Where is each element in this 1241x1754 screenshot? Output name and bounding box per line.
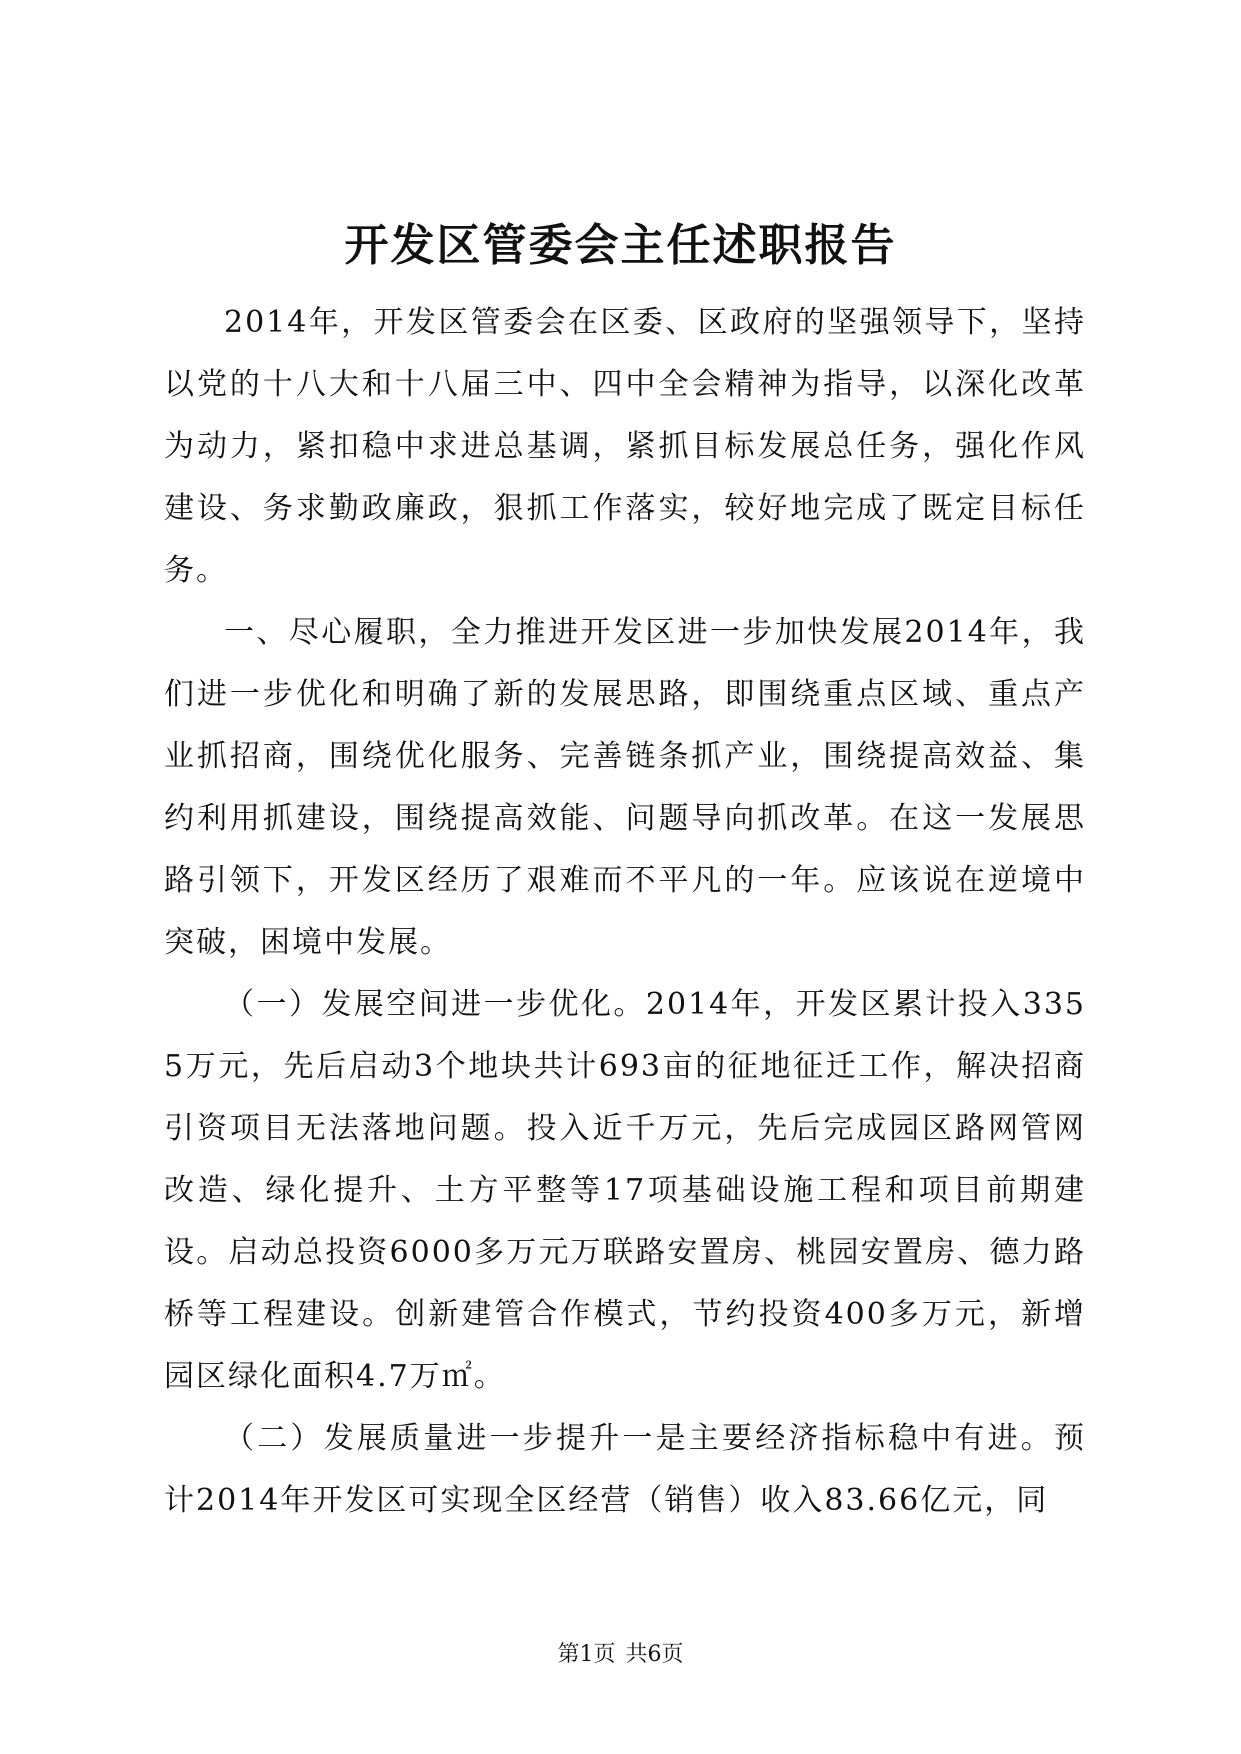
page-total: 共6页 [625, 1642, 684, 1667]
paragraph-subsection-1: （一）发展空间进一步优化。2014年，开发区累计投入3355万元，先后启动3个地块共计693亩的征地征迁工作，解决招商引资项目无法落地问题。投入近千万元，先后完成园区路网管网改造、绿化提升、土方平整等17项基础设施工程和项目前期建设。启动总投资6000多万元万联路安置房、桃园安置房、德力路桥等工程建设。创新建管合作模式，节约投资400多万元，新增园区绿化面积4.7万㎡。 [164, 987, 1086, 1394]
document-title: 开发区管委会主任述职报告 [344, 220, 897, 271]
paragraph-subsection-2: （二）发展质量进一步提升一是主要经济指标稳中有进。预计2014年开发区可实现全区经营（销售）收入83.66亿元，同 [164, 1421, 1086, 1518]
page-footer [0, 1640, 1241, 1670]
document-body [164, 292, 1086, 1532]
page-number: 第1页 [557, 1642, 616, 1667]
paragraph-intro: 2014年，开发区管委会在区委、区政府的坚强领导下，坚持以党的十八大和十八届三中、四中全会精神为指导，以深化改革为动力，紧扣稳中求进总基调，紧抓目标发展总任务，强化作风建设、务求勤政廉政，狠抓工作落实，较好地完成了既定目标任务。 [164, 305, 1086, 588]
paragraph-section-1: 一、尽心履职，全力推进开发区进一步加快发展2014年，我们进一步优化和明确了新的发展思路，即围绕重点区域、重点产业抓招商，围绕优化服务、完善链条抓产业，围绕提高效益、集约利用抓建设，围绕提高效能、问题导向抓改革。在这一发展思路引领下，开发区经历了艰难而不平凡的一年。应该说在逆境中突破，困境中发展。 [164, 615, 1086, 960]
